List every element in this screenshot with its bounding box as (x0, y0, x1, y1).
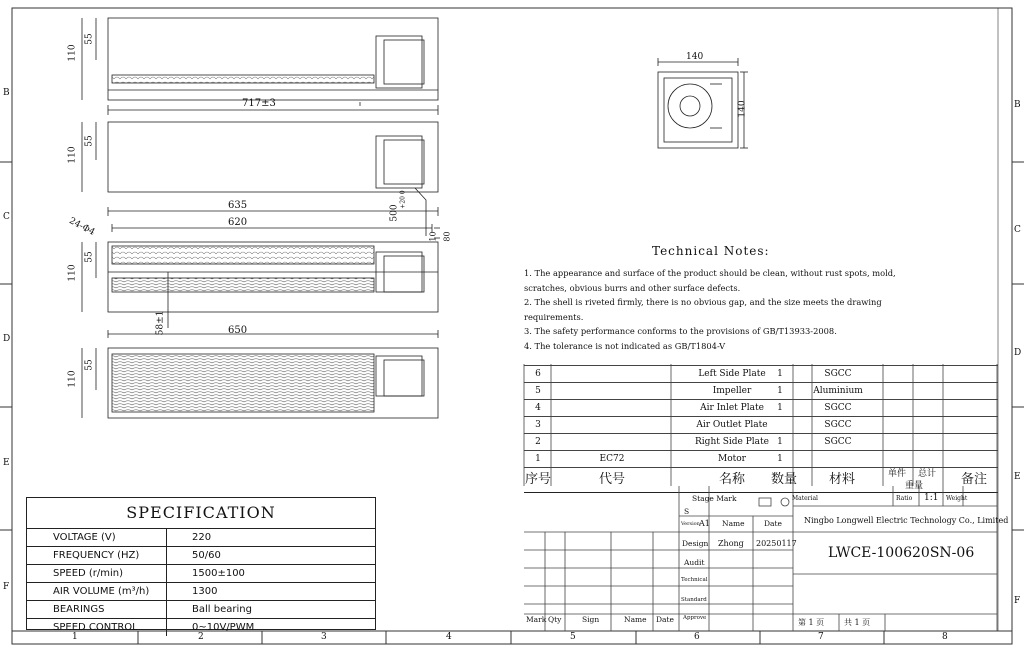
bom-no: 5 (535, 386, 541, 396)
notes-list (524, 266, 896, 353)
spec-value: 1500±100 (192, 568, 245, 579)
date-header: Date (764, 519, 782, 528)
specification-title: SPECIFICATION (27, 498, 375, 529)
bom-no: 2 (535, 437, 541, 447)
dim-635-label: 635 (228, 200, 248, 211)
dim-inner-label: 55 (84, 359, 95, 371)
dim-58-label: 58±1 (155, 310, 166, 336)
row-label: E (3, 458, 10, 468)
fan-drawings (60, 10, 530, 430)
side-height-label: 140 (737, 100, 748, 118)
version-label: Version (681, 521, 700, 527)
designer-name: Zhong (718, 539, 744, 548)
bom-name: Impeller (712, 386, 752, 396)
spec-row (27, 529, 375, 547)
bom-qty: 1 (777, 454, 783, 464)
row-label: F (1014, 596, 1021, 606)
bom-no: 6 (535, 369, 541, 379)
dim-height-label: 110 (67, 264, 78, 282)
row-label: B (1014, 100, 1021, 110)
bom-name: Right Side Plate (695, 437, 769, 447)
dim-holes-label: 24-Φ4 (67, 216, 97, 238)
bom-header-name: 名称 (718, 472, 745, 487)
technical-label: Technical (681, 577, 708, 583)
weight-label: Weight (946, 495, 968, 502)
bom-name: Air Outlet Plate (696, 420, 768, 430)
name-header: Name (722, 519, 745, 528)
footer-sign: Sign (582, 615, 600, 624)
bom-material: SGCC (824, 403, 852, 413)
dim-10-label: 10 (428, 231, 438, 242)
bom-name: Left Side Plate (698, 369, 766, 379)
spec-value: Ball bearing (192, 604, 252, 615)
bom-qty: 1 (777, 369, 783, 379)
spec-label: BEARINGS (27, 601, 167, 618)
bom-qty: 1 (777, 403, 783, 413)
side-width-label: 140 (686, 52, 704, 62)
footer-qty: Qty (548, 615, 562, 624)
dim-height-label: 110 (67, 370, 78, 388)
material-label: Material (792, 495, 818, 502)
version-value: A1 (699, 519, 710, 528)
dim-height-label: 110 (67, 146, 78, 164)
dim-inner-label: 55 (84, 135, 95, 147)
notes-title: Technical Notes: (652, 244, 770, 258)
col-label: 6 (694, 632, 700, 642)
bom-header-code: 代号 (598, 472, 625, 487)
col-label: 3 (321, 632, 327, 642)
row-label: B (3, 88, 10, 98)
spec-value: 220 (192, 532, 212, 543)
row-label: C (1014, 225, 1021, 235)
spec-label: SPEED CONTROL (27, 619, 167, 636)
col-label: 2 (198, 632, 204, 642)
spec-value: 0~10V/PWM (192, 622, 255, 633)
bom-material: SGCC (824, 420, 852, 430)
bom-header-no: 序号 (524, 472, 551, 487)
col-label: 4 (446, 632, 452, 642)
bom-material: SGCC (824, 369, 852, 379)
bom-name: Air Inlet Plate (700, 403, 764, 413)
design-date: 20250117 (756, 539, 797, 548)
bom-no: 3 (535, 420, 541, 430)
stage-mark-label: Stage Mark (692, 494, 737, 503)
stage-s-label: S (684, 507, 690, 516)
dim-inner-label: 55 (84, 251, 95, 263)
dim-650-label: 650 (228, 325, 248, 336)
dim-inner-label: 55 (84, 33, 95, 45)
page-number: 第 1 页 (798, 618, 825, 627)
bom-material: Aluminium (813, 386, 863, 396)
footer-name: Name (624, 615, 647, 624)
design-label: Design (682, 539, 709, 548)
row-label: C (3, 212, 10, 222)
dim-620-label: 620 (228, 217, 248, 228)
col-label: 5 (570, 632, 576, 642)
bom-code: EC72 (599, 454, 625, 464)
row-label: D (3, 334, 11, 344)
spec-row (27, 565, 375, 583)
part-number: LWCE-100620SN-06 (828, 545, 975, 561)
footer-date: Date (656, 615, 674, 624)
approve-label: Approve (683, 615, 707, 621)
spec-value: 50/60 (192, 550, 221, 561)
note-line: 2. The shell is riveted firmly, there is no obvious gap, and the size meets the drawing (524, 297, 882, 307)
bom-header-unit: 单件 (887, 469, 906, 479)
company-name: Ningbo Longwell Electric Technology Co., Limited (804, 516, 1009, 525)
note-line: 4. The tolerance is not indicated as GB/T1804-V (524, 340, 726, 351)
col-label: 1 (72, 632, 78, 642)
dim-height-label: 110 (67, 44, 78, 62)
spec-value: 1300 (192, 586, 218, 597)
note-line: 3. The safety performance conforms to the provisions of GB/T13933-2008. (524, 326, 837, 336)
audit-label: Audit (684, 558, 705, 567)
spec-row (27, 601, 375, 619)
spec-row (27, 619, 375, 636)
dim-length-label: 717±3 (242, 98, 276, 109)
bom-material: SGCC (824, 437, 852, 447)
bom-header-remark: 备注 (960, 472, 987, 487)
dim-cable-label: 500 (389, 204, 400, 222)
row-label: D (1014, 348, 1022, 358)
dim-cable-tolerance: +20 0 (399, 190, 407, 209)
spec-label: FREQUENCY (HZ) (27, 547, 167, 564)
bom-header-weight: 重量 (904, 481, 923, 491)
bom-header-material: 材料 (828, 472, 855, 487)
bom-header-qty: 数量 (770, 472, 797, 487)
bom-name: Motor (718, 454, 746, 464)
bom-no: 1 (535, 454, 541, 464)
bom-qty: 1 (777, 386, 783, 396)
bom-qty: 1 (777, 437, 783, 447)
spec-label: SPEED (r/min) (27, 565, 167, 582)
col-label: 7 (818, 632, 824, 642)
bom-grid (523, 364, 999, 486)
ratio-label: Ratio (896, 495, 913, 502)
bom-no: 4 (535, 403, 541, 413)
note-line: requirements. (524, 311, 584, 322)
ratio-value: 1:1 (924, 493, 939, 503)
note-line: scratches, obvious burrs and other surface defects. (524, 282, 741, 293)
row-label: F (3, 582, 10, 592)
col-label: 8 (942, 632, 948, 642)
dim-80-label: 80 (442, 231, 452, 242)
standard-label: Standard (681, 597, 707, 603)
note-line: 1. The appearance and surface of the product should be clean, without rust spots, mold, (524, 268, 896, 278)
total-pages: 共 1 页 (844, 618, 871, 627)
spec-row (27, 583, 375, 601)
bom-header-total: 总计 (917, 469, 936, 479)
spec-row (27, 547, 375, 565)
spec-label: VOLTAGE (V) (27, 529, 167, 546)
footer-mark: Mark (526, 615, 547, 624)
spec-label: AIR VOLUME (m³/h) (27, 583, 167, 600)
specification-table (26, 497, 376, 633)
row-label: E (1014, 472, 1021, 482)
